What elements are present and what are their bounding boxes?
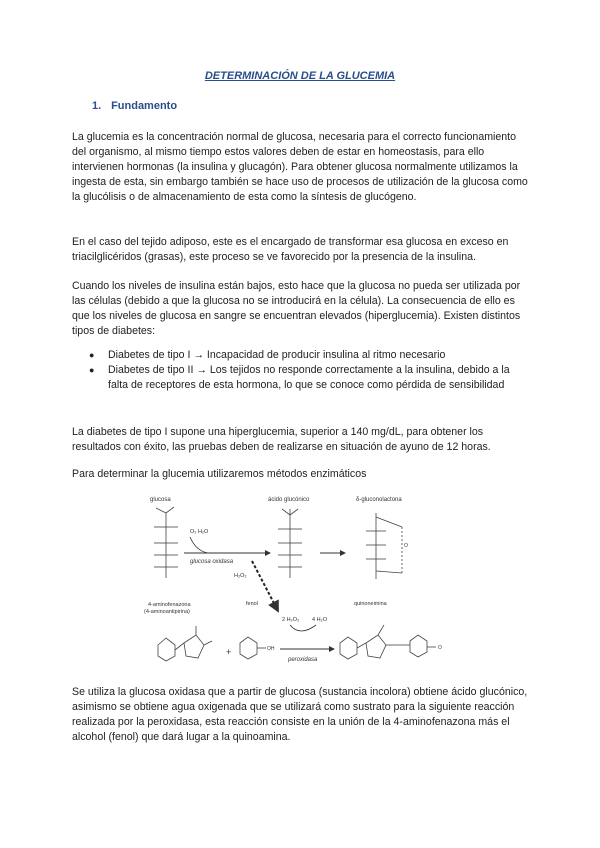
label-aminophenazone: 4-aminofenazona <box>148 602 191 608</box>
label-quinoneimine: quinoneimina <box>354 601 387 607</box>
bullet-icon: ● <box>89 365 95 375</box>
label-aminoantipyrine: (4-aminoantipirina) <box>144 609 190 615</box>
label-four-h2o: 4 H₂O <box>312 617 327 623</box>
paragraph-glucosa-oxidasa: Se utiliza la glucosa oxidasa que a partir de glucosa (sustancia incolora) obtiene ácido glucónico, asimismo se obtiene agua oxigenada que se utilizará como sustrato para la siguiente reacción realizada por la peroxidasa, esta reacción consiste en la unión de la 4-aminofenazona más el alcohol (fenol) que dará lugar a la quinoamina. <box>72 686 528 743</box>
label-gluconic-acid: ácido glucónico <box>268 497 310 503</box>
label-quinone-o: O <box>438 645 442 651</box>
paragraph-diabetes-tipo-1: La diabetes de tipo I supone una hiperglucemia, superior a 140 mg/dL, para obtener los resultados con éxito, las pruebas deben de realizarse en situación de ayuno de 12 horas. <box>72 426 491 453</box>
list-item: ● Diabetes de tipo I → Incapacidad de producir insulina al ritmo necesario <box>89 349 446 361</box>
label-enzyme-glucose-oxidase: glucosa oxidasa <box>190 559 234 565</box>
paragraph-insulina-baja: Cuando los niveles de insulina están bajos, esto hace que la glucosa no pueda ser utilizada por las células (debido a que la glucosa no se introducirá en la célula). La consecuencia de ello es que los niveles de glucosa en sangre se encuentran elevados (hiperglucemia). Existen distintos tipos de diabetes: <box>72 280 521 337</box>
label-oh: OH <box>267 646 275 652</box>
quinoneimine-structure <box>340 625 436 659</box>
aminophenazone-structure <box>158 626 212 661</box>
plus-sign: + <box>226 647 232 657</box>
paragraph-metodos-enzimaticos: Para determinar la glucemia utilizaremos métodos enzimáticos <box>72 468 367 480</box>
label-h2o2: H₂O₂ <box>234 573 247 579</box>
list-item: ● Diabetes de tipo II → Los tejidos no responde correctamente a la insulina, debido a la falta de receptores de esta hormona, lo que se conoce como pérdida de sensibilidad <box>89 364 510 391</box>
label-oxygen: O <box>404 543 408 549</box>
glucose-structure <box>154 507 178 578</box>
label-glucose: glucosa <box>150 497 171 503</box>
label-gluconolactone: δ-gluconolactona <box>356 497 402 503</box>
paragraph-glucemia-definition: La glucemia es la concentración normal de glucosa, necesaria para el correcto funcionamiento del organismo, al mismo tiempo estos valores deben de estar en homeostasis, para ello intervienen hormonas (la insulina y glucagón). Para obtener glucosa normalmente utilizamos la ingesta de esta, sin embargo también se hace uso de procesos de utilización de la glucosa como la glucólisis o de almacenamiento de esta como la síntesis de glucógeno. <box>72 131 528 203</box>
page-title: DETERMINACIÓN DE LA GLUCEMIA <box>204 70 396 82</box>
peroxidase-curve-arrow <box>290 625 316 631</box>
gluconic-acid-structure <box>278 509 302 578</box>
section-heading <box>92 100 177 112</box>
reaction-scheme-figure <box>140 493 460 679</box>
bullet-icon: ● <box>89 350 95 360</box>
reagent-curve-arrow <box>190 537 208 553</box>
gluconolactone-structure <box>366 513 402 579</box>
section-label: Fundamento <box>111 100 178 112</box>
label-reagents-in: O₂ H₂O <box>190 529 209 535</box>
label-enzyme-peroxidase: peroxidasa <box>288 657 318 663</box>
label-two-h2o2: 2 H₂O₂ <box>282 617 300 623</box>
label-phenol: fenol <box>246 601 258 607</box>
section-number: 1. <box>92 100 102 112</box>
diabetes-types-list <box>72 348 532 393</box>
reaction-scheme-svg <box>140 493 460 679</box>
paragraph-tejido-adiposo: En el caso del tejido adiposo, este es el encargado de transformar esa glucosa en exceso en triacilglicéridos (grasas), este proceso se ve favorecido por la presencia de la insulina. <box>72 236 509 263</box>
phenol-structure <box>240 637 266 659</box>
